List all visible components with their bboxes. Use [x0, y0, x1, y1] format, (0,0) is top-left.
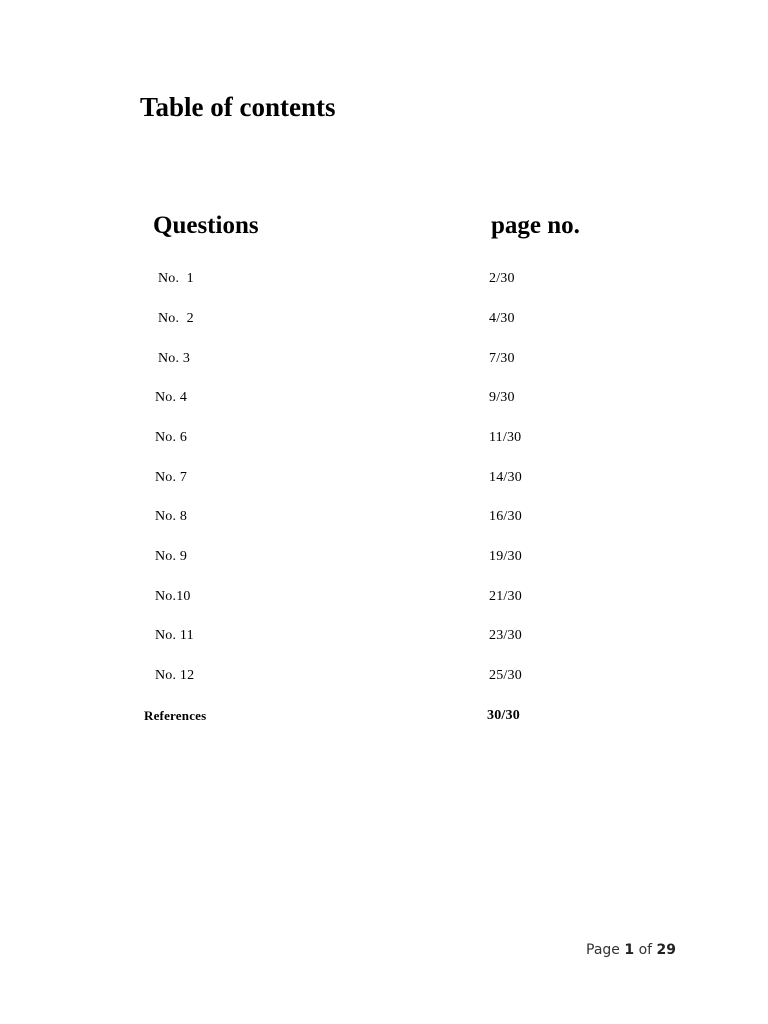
toc-entry[interactable]: [0, 589, 768, 609]
toc-entry[interactable]: [0, 430, 768, 450]
toc-entry-label: No. 1: [158, 271, 194, 286]
toc-entry[interactable]: [0, 549, 768, 569]
toc-entry-label: No. 2: [158, 311, 194, 326]
of-word: of: [638, 942, 653, 958]
toc-entry-page: 16/30: [489, 509, 522, 524]
toc-entry-page: 11/30: [489, 430, 522, 445]
toc-entry-page: 9/30: [489, 390, 515, 405]
toc-entry-page: 21/30: [489, 589, 522, 604]
total-pages-number: 29: [656, 942, 676, 958]
toc-entry-page: 23/30: [489, 628, 522, 643]
toc-entry[interactable]: [0, 311, 768, 331]
page-counter: [586, 942, 676, 958]
toc-entry-page: 30/30: [487, 708, 520, 723]
toc-entry-label: No. 8: [155, 509, 188, 524]
page-number-column-header: page no.: [491, 212, 580, 239]
questions-column-header: Questions: [153, 212, 259, 239]
toc-entry-page: 25/30: [489, 668, 522, 683]
toc-entry[interactable]: [0, 628, 768, 648]
toc-entry-page: 4/30: [489, 311, 515, 326]
toc-entry-label: No. 4: [155, 390, 188, 405]
toc-entry[interactable]: [0, 470, 768, 490]
toc-entry-page: 14/30: [489, 470, 522, 485]
toc-entry[interactable]: [0, 668, 768, 688]
toc-entry-label: References: [144, 708, 207, 723]
toc-entry-label: No.10: [155, 589, 191, 604]
toc-entry[interactable]: [0, 271, 768, 291]
toc-entry-label: No. 12: [155, 668, 195, 683]
toc-entry-label: No. 7: [155, 470, 188, 485]
toc-entry-page: 19/30: [489, 549, 522, 564]
toc-entry[interactable]: [0, 351, 768, 371]
toc-entry-label: No. 3: [158, 351, 191, 366]
toc-entry-label: No. 11: [155, 628, 194, 643]
toc-entry-label: No. 9: [155, 549, 188, 564]
toc-entry-references[interactable]: [0, 708, 768, 728]
toc-entry[interactable]: [0, 509, 768, 529]
page-title: Table of contents: [140, 92, 336, 122]
page-word: Page: [586, 942, 620, 958]
toc-entry-page: 7/30: [489, 351, 515, 366]
toc-entry[interactable]: [0, 390, 768, 410]
current-page-number: 1: [624, 942, 635, 958]
toc-entry-page: 2/30: [489, 271, 515, 286]
toc-entry-label: No. 6: [155, 430, 188, 445]
